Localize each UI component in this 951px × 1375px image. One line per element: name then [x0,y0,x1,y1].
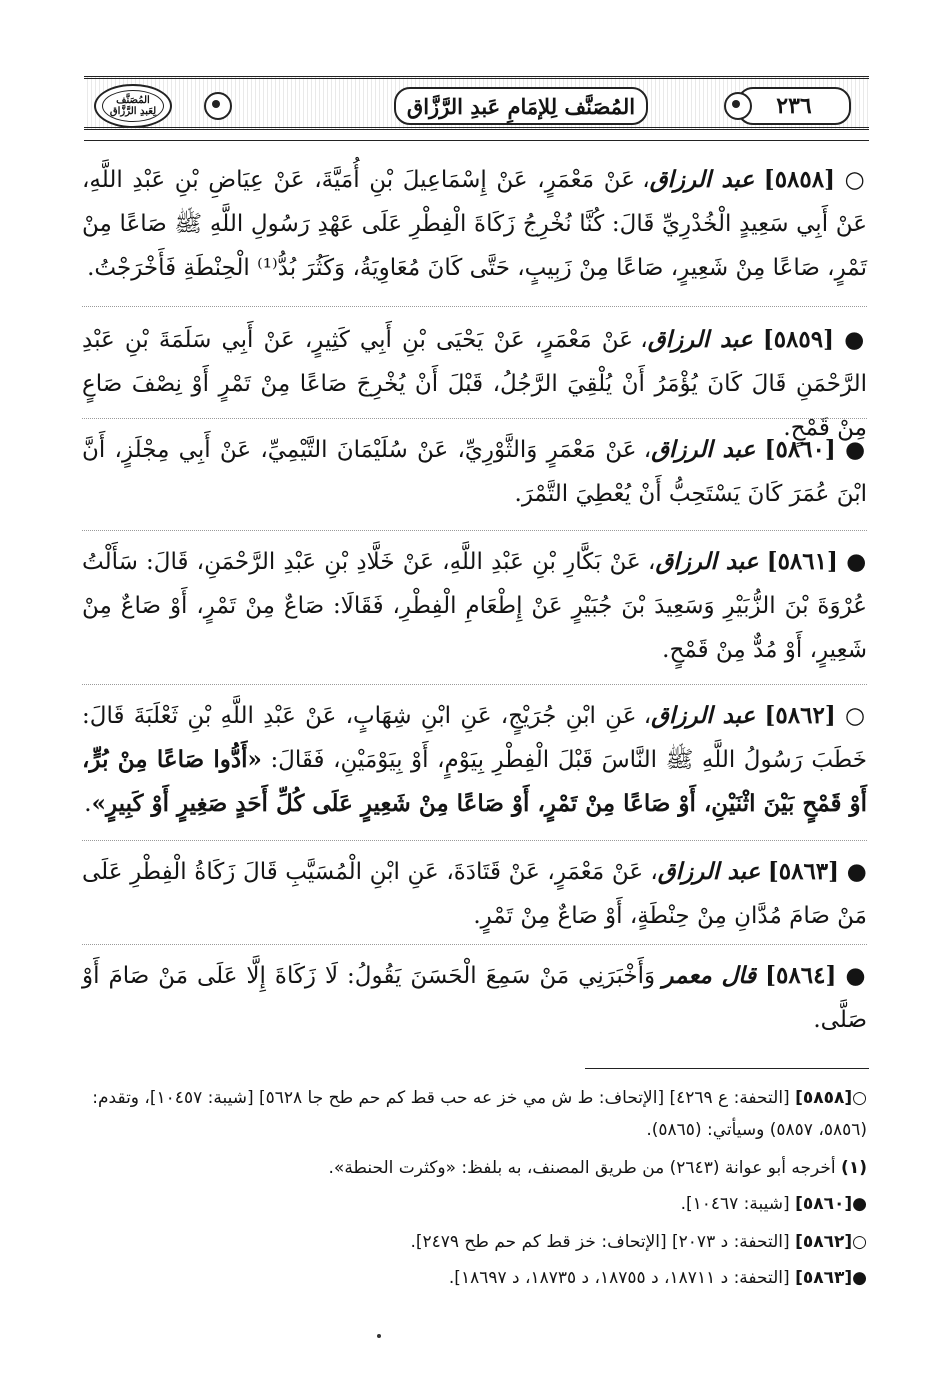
entry-number: [٥٨٦١] [766,548,838,575]
entry-number: [٥٨٦٣] [767,858,840,885]
entry-marker: ● [845,437,867,463]
header-rule [84,140,869,141]
entry-separator [82,306,867,307]
emblem-text [110,95,156,117]
hadith-entry [82,540,867,672]
footnote-text: أخرجه أبو عوانة (٢٦٤٣) من طريق المصنف، به بلفظ: «وكثرت الحنطة». [328,1158,836,1178]
entry-separator [82,944,867,945]
entry-narrator: عبد الرزاق [651,436,756,463]
entry-marker: ● [845,963,868,989]
prophetic-saying: «أَدُّوا صَاعًا مِنْ بُرٍّ، أَوْ قَمْحٍ بَيْنَ اثْنَيْنِ، أَوْ صَاعًا مِنْ تَمْرٍ، أَوْ صَاعًا مِنْ شَعِيرٍ عَلَى كُلِّ أَحَدٍ صَغِيرٍ أَوْ كَبِيرٍ» [82,746,867,817]
entry-text: ، عَنْ مَعْمَرٍ، عَنْ قَتَادَةَ، عَنِ ابْنِ الْمُسَيَّبِ قَالَ زَكَاةُ الْفِطْرِ عَلَى مَنْ صَامَ مُدَّانِ مِنْ حِنْطَةٍ، أَوْ صَاعٌ مِنْ تَمْرٍ. [82,859,867,929]
footnote [82,1188,867,1220]
footnote [82,1082,867,1146]
entry-text: ، عَنْ مَعْمَرٍ، عَنْ إِسْمَاعِيلَ بْنِ أُمَيَّةَ، عَنْ عِيَاضِ بْنِ عَبْدِ اللَّهِ، عَنْ أَبِي سَعِيدٍ الْخُدْرِيِّ قَالَ: كُنَّا نُخْرِجُ زَكَاةَ الْفِطْرِ عَلَى عَهْدِ رَسُولِ اللَّهِ ﷺ صَاعًا مِنْ تَمْرٍ، صَاعًا مِنْ شَعِيرٍ، صَاعًا مِنْ زَبِيبٍ، حَتَّى كَانَ مُعَاوِيَةُ، وَكَثُرَ بُدُّ⁽¹⁾ الْحِنْطَةِ فَأَخْرَجْتُ. [82,167,867,281]
footnote-marker: ○ [852,1088,867,1108]
entry-narrator: عبد الرزاق [649,166,755,193]
entry-tail: . [84,791,92,817]
entry-separator [82,684,867,685]
entry-narrator: عبد الرزاق [651,702,756,729]
entry-narrator: قال معمر [662,962,757,989]
footnote [82,1262,867,1294]
footnote-marker: ○ [852,1232,867,1252]
entry-number: [٥٨٥٨] [763,166,835,193]
entry-narrator: عبد الرزاق [657,858,761,885]
footnote-number: [٥٨٦٠] [795,1194,853,1214]
entry-narrator: عبد الرزاق [655,548,759,575]
entry-text: ، عَنْ مَعْمَرٍ، عَنْ يَحْيَى بْنِ أَبِي كَثِيرٍ، عَنْ أَبِي سَلَمَةَ بْنِ عَبْدِ الرَّحْمَنِ قَالَ كَانَ يُؤْمَرُ أَنْ يُلْقِيَ الرَّجُلُ، قَبْلَ أَنْ يُخْرِجَ صَاعًا مِنْ تَمْرٍ أَوْ نِصْفَ صَاعٍ مِنْ قَمْحٍ. [82,327,867,441]
emblem-line-2: لِعَبدِ الرَّزَّاق [109,106,157,117]
ornament-icon [724,92,752,120]
entry-marker: ○ [844,167,867,193]
footnote-number: (١) [841,1158,867,1178]
entry-number: [٥٨٦٤] [765,962,837,989]
entry-number: [٥٨٥٩] [762,326,835,353]
footnote-text: [شيبة: ١٠٤٦٧]. [680,1194,790,1214]
entry-narrator: عبد الرزاق [647,326,753,353]
entry-number: [٥٨٦٢] [764,702,836,729]
entry-marker: ● [844,327,867,353]
entry-text: ، عَنِ ابْنِ جُرَيْجٍ، عَنِ ابْنِ شِهَابٍ، عَنْ عَبْدِ اللَّهِ بْنِ ثَعْلَبَةَ قَالَ: خَطَبَ رَسُولُ اللَّهِ ﷺ النَّاسَ قَبْلَ الْفِطْرِ بِيَوْمٍ، أَوْ بِيَوْمَيْنِ، فَقَالَ: [82,703,868,773]
entry-number: [٥٨٦٠] [764,436,836,463]
entry-marker: ● [846,859,867,885]
hadith-entry [82,158,867,290]
footnote-text: [التحفة: د ١٨٧١١، د ١٨٧٥٥، د ١٨٧٣٥، د ١٨٦٩٧]. [448,1268,790,1288]
book-emblem [94,84,172,128]
hadith-entry [82,428,867,516]
footnote-marker: ● [852,1194,867,1214]
entry-separator [82,530,867,531]
entry-text: ، عَنْ مَعْمَرٍ وَالثَّوْرِيِّ، عَنْ سُلَيْمَانَ التَّيْمِيِّ، عَنْ أَبِي مِجْلَزٍ، أَنَّ ابْنَ عُمَرَ كَانَ يَسْتَحِبُّ أَنْ يُعْطِيَ التَّمْرَ. [82,437,867,507]
page-header [84,76,869,130]
hadith-entry [82,954,867,1042]
ornament-icon [204,92,232,120]
emblem-line-1: المُصَنَّف [116,95,150,106]
entry-marker: ○ [844,703,867,729]
emblem-medallion [102,90,164,122]
footnote-rule [585,1068,869,1069]
footnote-number: [٥٨٦٣] [795,1268,853,1288]
footnote-text: [التحفة: د ٢٠٧٣] [الإتحاف: خز قط كم حم طح ٢٤٧٩]. [410,1232,790,1252]
page-dot [377,1334,381,1338]
entry-marker: ● [846,549,868,575]
entry-text: ، عَنْ بَكَّارِ بْنِ عَبْدِ اللَّهِ، عَنْ خَلَّادِ بْنِ عَبْدِ الرَّحْمَنِ، قَالَ: سَأَلْتُ عُرْوَةَ بْنَ الزُّبَيْرِ وَسَعِيدَ بْنَ جُبَيْرٍ عَنْ إِطْعَامِ الْفِطْرِ، فَقَالَا: صَاعٌ مِنْ تَمْرٍ، أَوْ صَاعٌ مِنْ شَعِيرٍ، أَوْ مُدٌّ مِنْ قَمْحٍ. [82,549,867,663]
footnote [82,1226,867,1258]
hadith-entry [82,694,867,826]
entry-separator [82,840,867,841]
footnote-number: [٥٨٦٢] [795,1232,853,1252]
hadith-entry [82,850,867,938]
entry-text: وَأَخْبَرَنِي مَنْ سَمِعَ الْحَسَنَ يَقُولُ: لَا زَكَاةَ إِلَّا عَلَى مَنْ صَامَ أَوْ صَلَّى. [82,963,867,1033]
footnote-text: [التحفة: ع ٤٢٦٩] [الإتحاف: ط ش مي خز عه حب قط كم حم طح جا ٥٦٢٨] [شيبة: ١٠٤٥٧]، وتقدم: (٥٨٥٦، ٥٨٥٧) وسيأتي: (٥٨٦٥). [92,1088,867,1140]
footnote-number: [٥٨٥٨] [795,1088,853,1108]
footnote-marker: ● [852,1268,867,1288]
page-title: المُصَنَّف لِلإمَامِ عَبدِ الرَّزَّاق [394,87,648,125]
page-number: ٢٣٦ [737,87,851,125]
entry-separator [82,418,867,419]
footnote [82,1152,867,1184]
